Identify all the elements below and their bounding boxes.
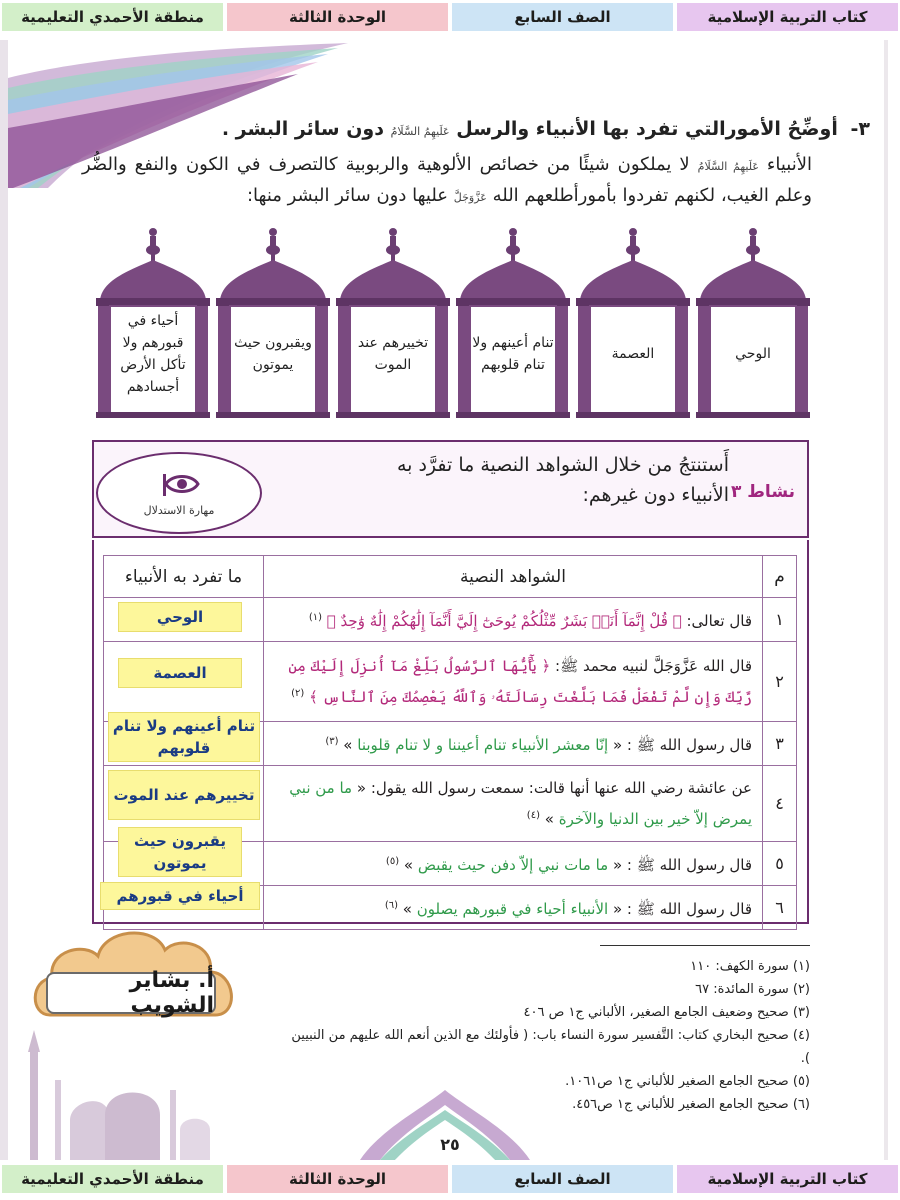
answer-highlight: تنام أعينهم ولا تنام قلوبهم [108,712,260,762]
row-number: ٢ [763,642,797,722]
activity-box [92,440,809,538]
row-evidence [264,722,763,766]
footnote-ref: (٣) [325,736,339,747]
row-number: ٥ [763,842,797,886]
header-answer: ما تفرد به الأنبياء [104,556,264,598]
page-number: ٢٥ [440,1135,460,1154]
row-number: ٤ [763,766,797,842]
footnote-item: (٥) صحيح الجامع الصغير للألباني ج١ ص١٠٦١. [565,1074,810,1089]
eye-icon [160,468,204,500]
row-evidence [264,886,763,930]
answer-highlight: الوحي [118,602,242,632]
header-tab-district: منطقة الأحمدي التعليمية [2,3,223,31]
intro-paragraph [82,150,812,212]
answer-highlight: تخييرهم عند الموت [108,770,260,820]
intro-honorific1: عَلَيهِمُ السَّلَامُ [697,160,759,173]
activity-label: نشاط ٣ [730,482,795,502]
evidence-prefix: قال الله عَزَّوَجَلَّ لنبيه محمد ﷺ: [555,657,752,675]
question-number: ٣- [850,118,870,140]
author-name: أ. بشاير الشويب [46,972,216,1014]
question-title [50,118,870,140]
row-number: ٣ [763,722,797,766]
header-m: م [763,556,797,598]
evidence-prefix: قال رسول الله ﷺ : « [612,856,752,874]
dome-card [454,222,572,420]
answer-highlight: العصمة [118,658,242,688]
dome-label: الوحي [735,346,771,362]
dome-card [694,222,812,420]
footnote-ref: (٤) [526,810,540,821]
header-tab-unit: الوحدة الثالثة [227,3,448,31]
row-number: ١ [763,598,797,642]
evidence-suffix: » [343,736,353,754]
evidence-prefix: قال رسول الله ﷺ : « [612,900,752,918]
footnote-ref: (٦) [384,900,399,911]
page-frame-right [884,40,888,1160]
dome-card [574,222,692,420]
answer-highlight: يقبرون حيث يموتون [118,827,242,877]
header-evidence: الشواهد النصية [264,556,763,598]
hadith-quote: ما من نبي يمرض إلاّ خير بين الدنيا والآخرة [289,779,752,828]
footnote-rule [600,945,810,946]
footnote-item: (١) سورة الكهف: ١١٠ [690,959,810,974]
footer-tab-district: منطقة الأحمدي التعليمية [2,1165,223,1193]
footer-tabs [0,1165,900,1197]
row-number: ٦ [763,886,797,930]
footnote-ref: (٥) [385,856,400,867]
dome-card [214,222,332,420]
dome-label: تنام أعينهم ولا تنام قلوبهم [472,335,554,373]
mosque-silhouette-icon [10,1030,240,1160]
footer-tab-book: كتاب التربية الإسلامية [677,1165,898,1193]
row-evidence [264,766,763,842]
activity-text: أَستنتجُ من خلال الشواهد النصية ما تفرَّد به الأنبياء دون غيرهم: [396,454,729,506]
hadith-quote: الأنبياء أحياء في قبورهم يصلون [416,900,609,918]
intro-part2: لا يملكون شيئًا من خصائص الألوهية والربوبية كالتصرف في الكون والنفع والضُّر وعلم الغيب، لكنهم تفردوا بأمورأطلعهم الله [82,154,812,206]
header-tabs [0,3,900,35]
dome-label: أحياء في قبورهم ولا تأكل الأرض أجسادهم [120,313,186,395]
skill-label: مهارة الاستدلال [143,504,215,517]
header-tab-grade: الصف السابع [452,3,673,31]
dome-card [334,222,452,420]
hadith-quote: ما مات نبي إلاّ دفن حيث يقبض [417,856,609,874]
dome-label: العصمة [611,346,655,362]
question-honorific: عَلَيهِمُ السَّلَامُ [390,125,450,138]
evidence-suffix: » [403,856,414,874]
evidence-prefix: قال رسول الله ﷺ : « [612,736,752,754]
answer-highlight: أحياء في قبورهم [100,882,260,910]
quran-quote: ﴿ قُلْ إِنَّمَآ أَنَا۠ بَشَرٌ مِّثْلُكُمْ يُوحَىٰٓ إِلَيَّ أَنَّمَآ إِلَٰهُكُمْ إِلَٰهٌ وَٰحِدٌ ﴾ [326,612,682,630]
row-evidence [264,842,763,886]
footnote-item: (٦) صحيح الجامع الصغير للألباني ج١ ص٤٥٦. [572,1097,810,1112]
footer-tab-grade: الصف السابع [452,1165,673,1193]
evidence-suffix: » [544,810,554,828]
evidence-prefix: قال تعالى: [686,612,752,630]
evidence-suffix: » [402,900,412,918]
dome-label: ويقبرون حيث يموتون [234,335,312,373]
footnote-item: (٢) سورة المائدة: ٦٧ [695,982,810,997]
dome-card [94,222,212,420]
row-evidence [264,642,763,722]
skill-badge [96,452,262,534]
dome-label: تخييرهم عند الموت [357,335,429,373]
footer-tab-unit: الوحدة الثالثة [227,1165,448,1193]
intro-part3: عليها دون سائر البشر منها: [246,185,449,206]
row-evidence [264,598,763,642]
page-frame-left [0,40,8,1160]
footnote-item: (٤) صحيح البخاري كتاب: التَّفسير سورة النساء باب: ( فأولئك مع الذين أنعم الله عليهم من النبيين ). [291,1028,810,1066]
footnote-item: (٣) صحيح وضعيف الجامع الصغير، الألباني ج١ ص ٤٠٦ [523,1005,810,1020]
footnote-ref: (١) [308,612,322,623]
evidence-prefix: عن عائشة رضي الله عنها أنها قالت: سمعت رسول الله يقول: « [356,779,752,797]
intro-part1: الأنبياء [766,154,812,175]
table-header-row [104,556,797,598]
question-text-b: دون سائر البشر . [221,118,384,140]
header-tab-book: كتاب التربية الإسلامية [677,3,898,31]
hadith-quote: إنّا معشر الأنبياء تنام أعيننا و لا تنام قلوبنا [357,736,609,754]
footnote-ref: (٢) [291,688,305,699]
dome-row [92,222,812,422]
intro-honorific2: عَزَّوَجَلَّ [453,191,487,204]
question-text-a: أوضِّحُ الأمورالتي تفرد بها الأنبياء والرسل [456,118,838,140]
quran-quote: ﴿ يَٰٓأَيُّهَا ٱلرَّسُولُ بَلِّغْ مَآ أُنزِلَ إِلَيْكَ مِن رَّبِّكَ وَإِن لَّمْ تَفْعَلْ فَمَا بَلَّغْتَ رِسَالَتَهُۥ وَٱللَّهُ يَعْصِمُكَ مِنَ ٱلنَّاسِ ﴾ [288,657,752,706]
